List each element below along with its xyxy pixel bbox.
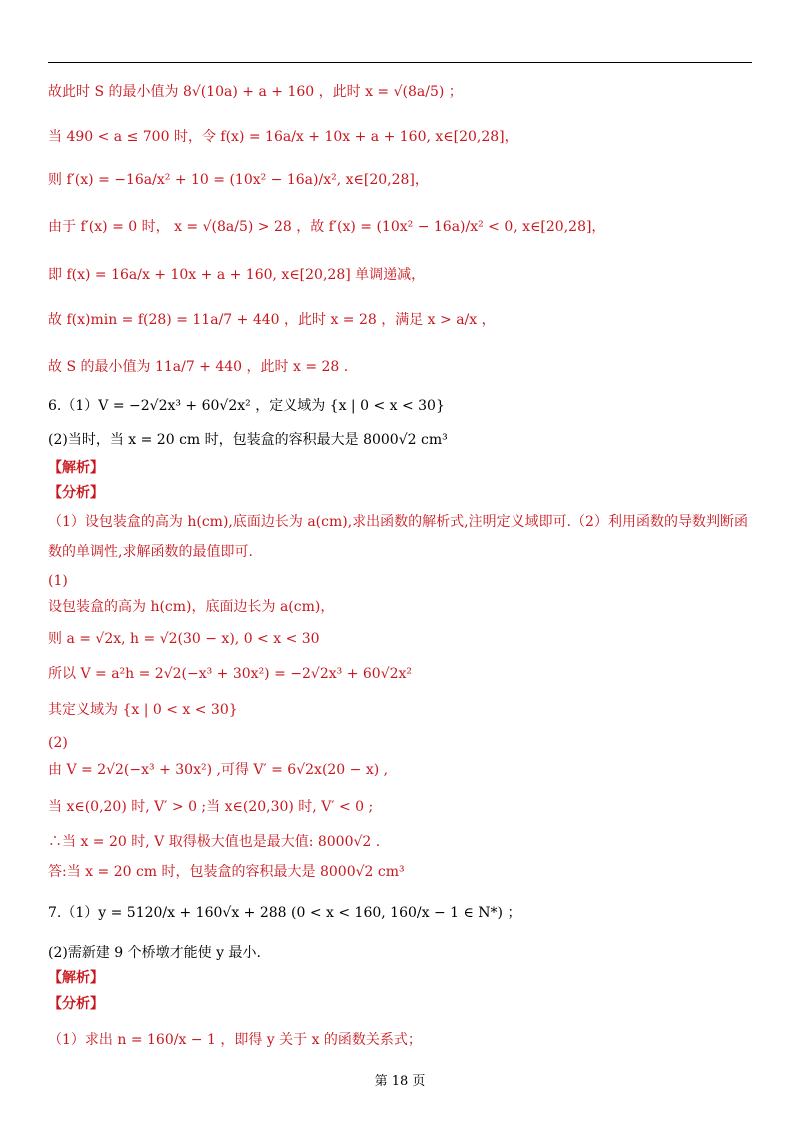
text-line-15: 答:当 x = 20 cm 时，包装盒的容积最大是 8000√2 cm³ <box>48 864 405 880</box>
header-rule <box>48 62 752 63</box>
text-line-9: 则 a = √2x, h = √2(30 − x), 0 < x < 30 <box>48 631 320 647</box>
answer-7-part2: (2)需新建 9 个桥墩才能使 y 最小. <box>48 945 261 961</box>
section-label-1: (1) <box>48 573 68 589</box>
text-line-8: 设包装盒的高为 h(cm)，底面边长为 a(cm)， <box>48 599 335 615</box>
text-line-12: 由 V = 2√2(−x³ + 30x²) ,可得 V′ = 6√2x(20 − x) , <box>48 762 389 778</box>
text-line-1: 故此时 S 的最小值为 8√(10a) + a + 160 ，此时 x = √(8a/5) ； <box>48 84 463 100</box>
answer-7-part1: 7.（1）y = 5120/x + 160√x + 288 (0 < x < 160, 160/x − 1 ∈ N*) ； <box>48 905 522 921</box>
text-line-7: 故 S 的最小值为 11a/7 + 440 ，此时 x = 28 . <box>48 359 349 375</box>
answer-6-part2: (2)当时，当 x = 20 cm 时，包装盒的容积最大是 8000√2 cm³ <box>48 432 448 448</box>
label-analysis-fenxi: 【分析】 <box>48 485 104 501</box>
text-line-16: （1）求出 n = 160/x − 1 ，即得 y 关于 x 的函数关系式； <box>48 1032 422 1048</box>
text-line-analysis-2: 数的单调性,求解函数的最值即可. <box>48 544 253 560</box>
text-line-13: 当 x∈(0,20) 时, V′ > 0 ;当 x∈(20,30) 时, V′ < 0 ; <box>48 799 374 815</box>
section-label-2: (2) <box>48 735 68 751</box>
answer-6-part1: 6.（1）V = −2√2x³ + 60√2x² ，定义域为 {x | 0 < x < 30} <box>48 398 445 414</box>
label-analysis-jiexi: 【解析】 <box>48 460 104 476</box>
text-line-6: 故 f(x)min = f(28) = 11a/7 + 440 ，此时 x = 28 ，满足 x > a/x ， <box>48 312 496 328</box>
text-line-10: 所以 V = a²h = 2√2(−x³ + 30x²) = −2√2x³ + 60√2x² <box>48 666 413 682</box>
text-line-2: 当 490 < a ≤ 700 时，令 f(x) = 16a/x + 10x + a + 160, x∈[20,28]， <box>48 129 519 145</box>
text-line-analysis-1: （1）设包装盒的高为 h(cm),底面边长为 a(cm),求出函数的解析式,注明定义域即可.（2）利用函数的导数判断函 <box>48 514 748 530</box>
label-analysis-fenxi-2: 【分析】 <box>48 996 104 1012</box>
text-line-14: ∴当 x = 20 时, V 取得极大值也是最大值: 8000√2 . <box>48 834 381 850</box>
text-line-3: 则 f′(x) = −16a/x² + 10 = (10x² − 16a)/x², x∈[20,28]， <box>48 172 429 188</box>
text-line-5: 即 f(x) = 16a/x + 10x + a + 160, x∈[20,28] 单调递减， <box>48 267 426 283</box>
page-number: 第 18 页 <box>374 1074 426 1089</box>
text-line-11: 其定义域为 {x | 0 < x < 30} <box>48 702 238 718</box>
label-analysis-jiexi-2: 【解析】 <box>48 970 104 986</box>
text-line-4: 由于 f′(x) = 0 时， x = √(8a/5) > 28 ，故 f′(x) = (10x² − 16a)/x² < 0, x∈[20,28]， <box>48 219 606 235</box>
